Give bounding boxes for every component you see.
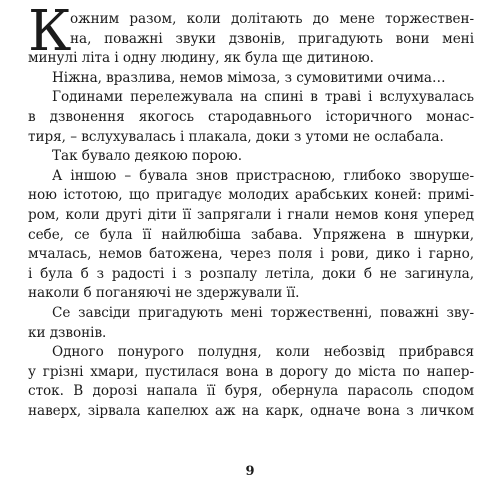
drop-cap: К <box>28 0 72 64</box>
text-line: ною істотою, що пригадує молодих арабських коней: примі- <box>28 187 474 204</box>
text-line: Так бувало деякою порою. <box>52 148 242 165</box>
text-line: в дзвонення якогось стародавнього історичного монас- <box>28 108 474 125</box>
text-line: Се завсіди пригадують мені торжественні, поважні зву- <box>52 304 474 321</box>
page-number: 9 <box>245 464 255 479</box>
text-line: себе, се була її найлюбіша забава. Упряжена в шнурки, <box>28 226 474 243</box>
text-line: на, поважні звуки дзвонів, пригадують вони мені <box>70 30 474 47</box>
text-lines <box>28 49 474 421</box>
body-text <box>28 0 474 421</box>
text-line: мчалась, немов батожена, через поля і рови, дико і гарно, <box>28 246 474 263</box>
text-line: минулі літа і одну людину, як була ще дитиною. <box>28 50 374 67</box>
text-line: Одного понурого полудня, коли небозвід прибрався <box>52 344 474 361</box>
text-line: ром, коли другі діти її запрягали і гнали немов коня уперед <box>28 206 474 223</box>
text-line: ки дзвонів. <box>28 324 107 341</box>
text-line: наколи б поганяючі не здержували її. <box>28 285 300 302</box>
text-line: тиря, – вслухувалась і плакала, доки з утоми не ослабала. <box>28 128 444 145</box>
text-line: Годинами перележувала на спині в траві і вслухувалась <box>52 89 474 106</box>
drop-cap-lines <box>70 10 474 49</box>
text-line: і була б з радості і з розпалу летіла, доки б не загинула, <box>28 265 474 282</box>
text-line: ожним разом, коли долітають до мене торжествен- <box>70 11 474 27</box>
text-line: Ніжна, вразлива, немов мімоза, з сумовитими очима… <box>52 69 446 86</box>
text-line: А іншою – бувала знов пристрасною, глибоко зворуше- <box>52 167 474 184</box>
text-line: сток. В дорозі напала її буря, обернула парасоль сподом <box>28 383 474 400</box>
text-line: у грізні хмари, пустилася вона в дорогу до міста по напер- <box>28 363 474 380</box>
text-line: наверх, зірвала капелюх аж на карк, одначе вона з личком <box>28 402 474 419</box>
